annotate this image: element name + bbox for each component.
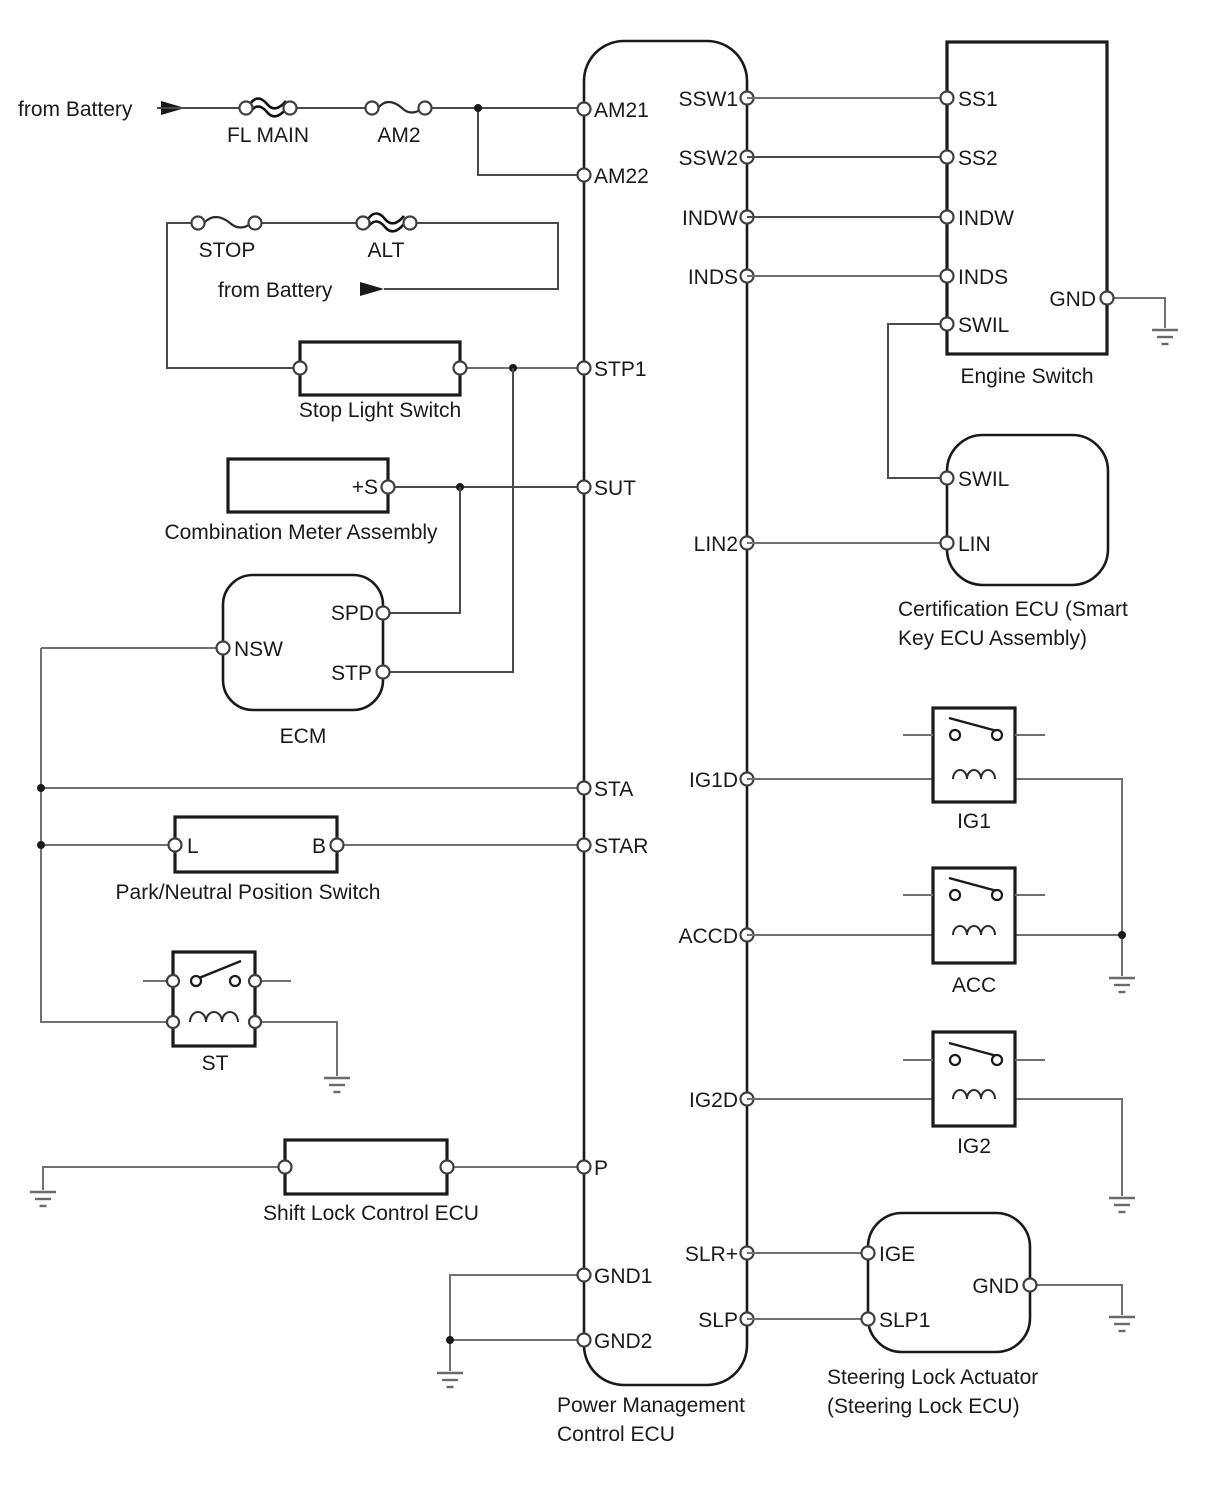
park-neutral-pin-l: [169, 839, 182, 852]
acc-relay-contact-right: [992, 890, 1002, 900]
pin-plus-s-label: +S: [351, 476, 378, 499]
ig2-relay: [747, 1032, 1135, 1212]
alt-terminal-left: [357, 217, 370, 230]
engine-switch-pin-inds: [941, 270, 954, 283]
ecm-pin-spd-label: SPD: [330, 602, 374, 625]
engine-switch-pin-ss2: [941, 151, 954, 164]
certification-ecu-pin-swil: [941, 472, 954, 485]
pin-star-label: STAR: [594, 835, 649, 858]
steering-lock-pin-slp1: [862, 1313, 875, 1326]
st-relay-coil-terminal-left: [167, 1016, 179, 1028]
ground-icon: [437, 1373, 463, 1387]
pin-ig2d-label: IG2D: [688, 1089, 738, 1112]
ground-icon: [324, 1078, 350, 1092]
pin-gnd1-label: GND1: [594, 1265, 653, 1288]
certification-ecu-pin-swil-label: SWIL: [958, 468, 1010, 491]
certification-ecu-pin-lin-label: LIN: [958, 533, 991, 556]
stop-light-switch-pin-left: [294, 362, 307, 375]
shift-lock-label: Shift Lock Control ECU: [263, 1202, 479, 1225]
alt-fusible-link-icon2: [368, 222, 404, 232]
shift-lock-control-ecu: [30, 1140, 578, 1225]
stop-light-switch-pin-right: [454, 362, 467, 375]
steering-lock-actuator: [747, 1213, 1135, 1418]
pin-am22-label: AM22: [594, 165, 649, 188]
ground-icon: [1109, 1198, 1135, 1212]
stop-light-switch-label: Stop Light Switch: [298, 399, 462, 422]
from-battery-label: from Battery: [18, 98, 133, 121]
ecm: [41, 368, 513, 748]
engine-switch-pin-ss1-label: SS1: [958, 88, 998, 111]
pin-gnd2-label: GND2: [594, 1330, 653, 1353]
am2-terminal-right: [419, 102, 432, 115]
pin-am22: [578, 169, 591, 182]
junction-dot: [37, 841, 45, 849]
engine-switch-pin-ss1: [941, 92, 954, 105]
ig1-relay-coil-icon: [953, 770, 995, 779]
acc-relay-coil-icon: [953, 926, 995, 935]
left-trunk-wires: [37, 648, 578, 1022]
pmc-ecu-label-line2: Control ECU: [557, 1423, 675, 1446]
pin-am21: [578, 103, 591, 116]
ig1-relay-contact-left: [950, 730, 960, 740]
steering-lock-pin-slp1-label: SLP1: [879, 1309, 931, 1332]
shift-lock-pin-left: [279, 1161, 292, 1174]
steering-lock-label-line1: Steering Lock Actuator: [827, 1366, 1039, 1389]
am2-label: AM2: [377, 124, 421, 147]
combination-meter-label: Combination Meter Assembly: [164, 521, 438, 544]
st-relay-coil-icon: [190, 1012, 238, 1022]
engine-switch-pin-inds-label: INDS: [958, 266, 1009, 289]
ecm-label: ECM: [279, 725, 327, 748]
pin-inds-label: INDS: [687, 266, 738, 289]
am2-terminal-left: [366, 102, 379, 115]
ground-icon: [1152, 330, 1178, 344]
ecm-pin-nsw: [217, 642, 230, 655]
power-management-control-ecu: [557, 41, 754, 1446]
pin-gnd2: [578, 1334, 591, 1347]
st-relay-contact-right: [230, 976, 240, 986]
pin-gnd1: [578, 1269, 591, 1282]
st-relay-contact-left: [191, 976, 201, 986]
pmc-ecu-label-line1: Power Management: [557, 1394, 745, 1417]
alt-terminal-right: [404, 217, 417, 230]
pin-sut-label: SUT: [594, 477, 636, 500]
pin-sut: [578, 481, 591, 494]
engine-switch-label: Engine Switch: [960, 365, 1094, 388]
engine-switch-pin-gnd-label: GND: [1049, 288, 1096, 311]
steering-lock-pin-gnd-label: GND: [972, 1275, 1019, 1298]
pin-indw-label: INDW: [682, 207, 738, 230]
ig2-relay-coil-icon: [953, 1090, 995, 1099]
steering-lock-pin-gnd: [1024, 1279, 1037, 1292]
st-relay-coil-terminal-right: [249, 1016, 261, 1028]
acc-relay-label: ACC: [951, 974, 997, 997]
certification-ecu-label-line1: Certification ECU (Smart: [898, 598, 1128, 621]
park-neutral-pin-b: [331, 839, 344, 852]
engine-switch-pin-swil-label: SWIL: [958, 314, 1010, 337]
st-relay-switch-terminal-right: [249, 975, 261, 987]
ecm-pin-stp-label: STP: [331, 662, 372, 685]
pin-lin2-label: LIN2: [693, 533, 738, 556]
junction-dot: [446, 1336, 454, 1344]
pin-ssw2-label: SSW2: [678, 147, 738, 170]
fl-main-terminal-left: [240, 102, 253, 115]
gnd-wires: [437, 1275, 578, 1387]
ig2-relay-contact-right: [992, 1055, 1002, 1065]
park-neutral-label: Park/Neutral Position Switch: [115, 881, 381, 904]
junction-dot: [1118, 931, 1126, 939]
st-relay-switch-terminal-left: [167, 975, 179, 987]
fl-main-terminal-right: [284, 102, 297, 115]
ig2-relay-contact-left: [950, 1055, 960, 1065]
acc-relay-contact-left: [950, 890, 960, 900]
pin-sta-label: STA: [594, 778, 634, 801]
stop-label: STOP: [198, 239, 256, 262]
ig2-relay-label: IG2: [957, 1135, 991, 1158]
pin-p-label: P: [594, 1157, 609, 1180]
pin-accd-label: ACCD: [678, 925, 738, 948]
stop-light-switch: [294, 342, 579, 422]
ig1-relay-contact-right: [992, 730, 1002, 740]
engine-switch: [747, 42, 1178, 478]
engine-switch-pin-indw: [941, 211, 954, 224]
ecm-pin-stp: [377, 666, 390, 679]
from-battery-label-2: from Battery: [218, 279, 333, 302]
shift-lock-pin-right: [441, 1161, 454, 1174]
pin-l-label: L: [187, 835, 199, 858]
steering-lock-label-line2: (Steering Lock ECU): [827, 1395, 1020, 1418]
stop-fuse-icon: [204, 217, 252, 228]
fl-main-fusible-link-icon2: [250, 107, 286, 117]
pin-stp1-label: STP1: [594, 358, 647, 381]
st-relay: [143, 952, 350, 1092]
fl-main-label: FL MAIN: [226, 124, 310, 147]
engine-switch-pin-ss2-label: SS2: [958, 147, 998, 170]
stop-terminal-left: [192, 217, 205, 230]
steering-lock-pin-ige-label: IGE: [879, 1243, 916, 1266]
certification-ecu: [747, 435, 1128, 650]
am2-fuse-icon: [378, 102, 423, 113]
battery-feed-stop: [167, 214, 558, 369]
ecm-pin-spd: [377, 607, 390, 620]
engine-switch-pin-swil: [941, 318, 954, 331]
alt-label: ALT: [367, 239, 405, 262]
pin-ssw1-label: SSW1: [678, 88, 738, 111]
combination-meter-pin-s: [382, 481, 395, 494]
combination-meter-assembly: [164, 459, 578, 544]
st-relay-label: ST: [201, 1052, 229, 1075]
ig1-relay-label: IG1: [957, 810, 991, 833]
ground-icon: [30, 1192, 56, 1206]
junction-dot: [37, 784, 45, 792]
pin-am21-label: AM21: [594, 99, 649, 122]
certification-ecu-label-line2: Key ECU Assembly): [898, 627, 1088, 650]
ecm-pin-nsw-label: NSW: [234, 638, 283, 661]
certification-ecu-pin-lin: [941, 537, 954, 550]
pin-b-label: B: [311, 835, 326, 858]
pin-p: [578, 1161, 591, 1174]
pin-slp-label: SLP: [698, 1309, 738, 1332]
pin-sta: [578, 782, 591, 795]
ground-icon: [1109, 978, 1135, 992]
pin-star: [578, 839, 591, 852]
stop-terminal-right: [249, 217, 262, 230]
pin-slr-plus-label: SLR+: [684, 1243, 738, 1266]
park-neutral-position-switch: [116, 817, 578, 904]
pin-stp1: [578, 362, 591, 375]
steering-lock-pin-ige: [862, 1247, 875, 1260]
ground-icon: [1109, 1317, 1135, 1331]
battery-feed-top: [18, 98, 578, 175]
engine-switch-pin-indw-label: INDW: [958, 207, 1014, 230]
junction-dot: [474, 104, 482, 112]
pin-ig1d-label: IG1D: [688, 769, 738, 792]
engine-switch-pin-gnd: [1101, 292, 1114, 305]
arrow-right-icon-2: [360, 282, 384, 296]
acc-relay: [747, 868, 1135, 997]
